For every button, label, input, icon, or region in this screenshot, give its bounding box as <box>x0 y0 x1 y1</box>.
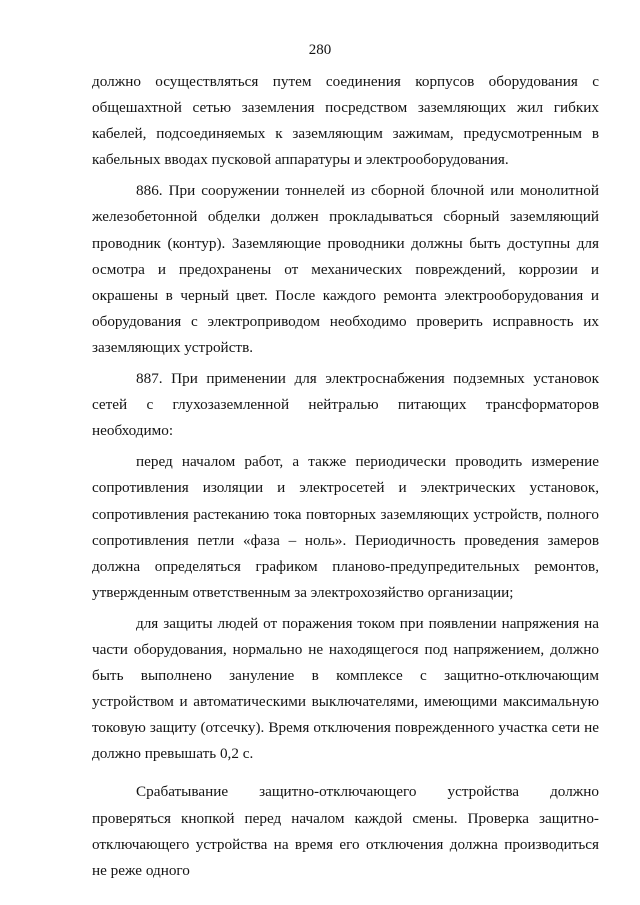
paragraph-continuation: должно осуществляться путем соединения корпусов оборудования с общешахтной сетью заземления посредством заземляющих жил гибких кабелей, подсоединяемых к заземляющим зажимам, предусмотренным в кабельных вводах пусковой аппаратуры и электрооборудования. <box>92 73 599 169</box>
paragraph-887-item-measurements: перед началом работ, а также периодически проводить измерение сопротивления изоляции и электросетей и электрических установок, сопротивления растеканию тока повторных заземляющих устройств, полного сопротивления петли «фаза – ноль». Периодичность проведения замеров должна определяться графиком планово-предупредительных ремонтов, утвержденным ответственным за электрохозяйство организации; <box>92 453 599 601</box>
paragraph-rcd-check: Срабатывание защитно-отключающего устройства должно проверяться кнопкой перед началом каждой смены. Проверка защитно-отключающего устройства на время его отключения должна производиться не реже одного <box>92 783 599 879</box>
paragraph-886: 886. При сооружении тоннелей из сборной блочной или монолитной железобетонной обделки должен прокладываться сборный заземляющий проводник (контур). Заземляющие проводники должны быть доступны для осмотра и предохранены от механических повреждений, коррозии и окрашены в черный цвет. После каждого ремонта электрооборудования и оборудования с электроприводом необходимо проверить исправность их заземляющих устройств. <box>92 182 599 356</box>
paragraph-887: 887. При применении для электроснабжения подземных установок сетей с глухозаземленной нейтралью питающих трансформаторов необходимо: <box>92 370 599 440</box>
paragraph-887-item-protection: для защиты людей от поражения током при появлении напряжения на части оборудования, нормально не находящегося под напряжением, должно быть выполнено зануление в комплексе с защитно-отключающим устройством и автоматическими выключателями, имеющими максимальную токовую защиту (отсечку). Время отключения поврежденного участка сети не должно превышать 0,2 с. <box>92 614 599 763</box>
page-number: 280 <box>308 42 332 58</box>
document-body <box>92 69 599 884</box>
